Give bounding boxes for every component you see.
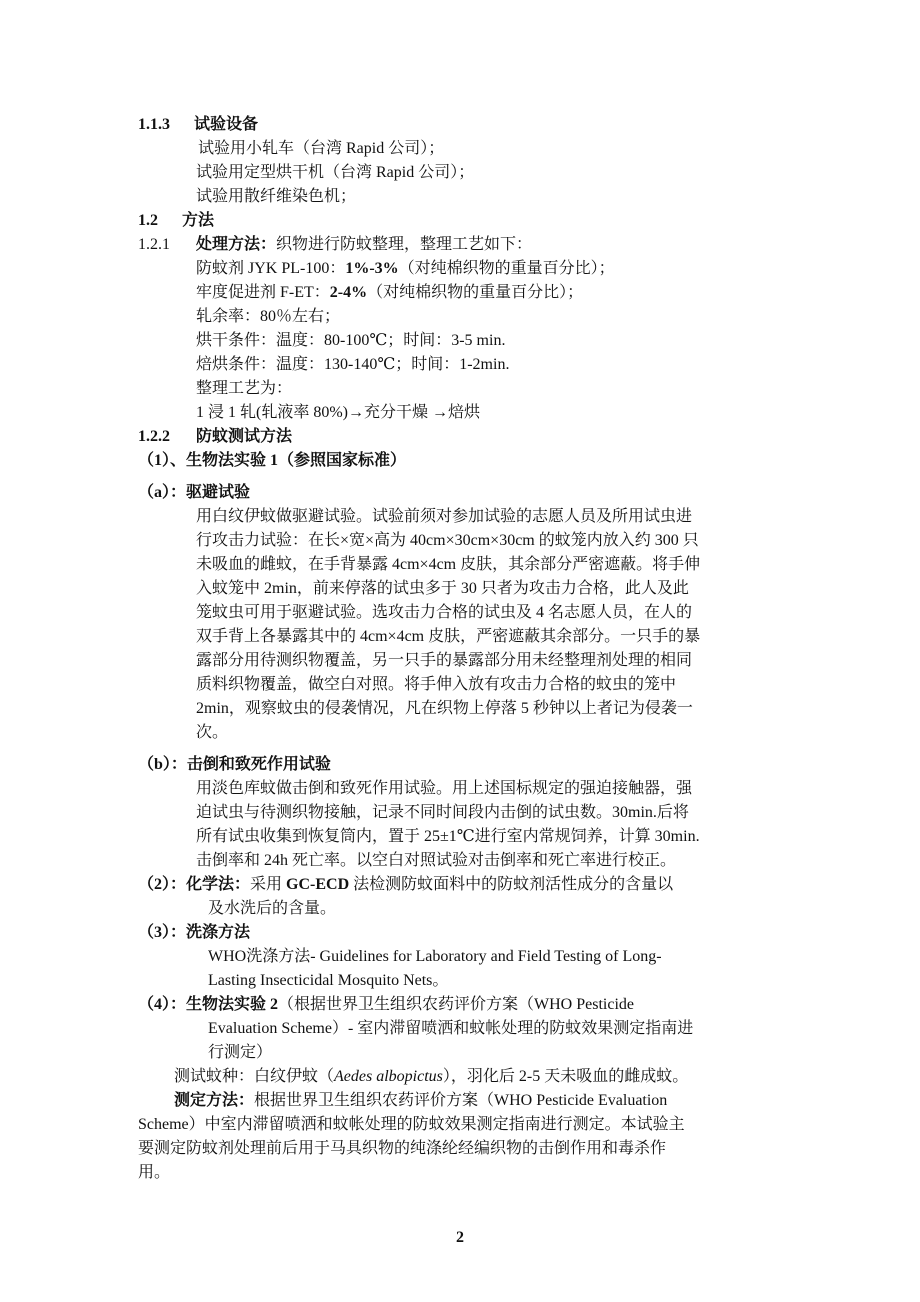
test-species-line: 测试蚊种：白纹伊蚊（Aedes albopictus），羽化后 2-5 天未吸血的雌成蚊。	[174, 1068, 689, 1085]
process-step-agent: 防蚊剂 JYK PL-100：1%-3%（对纯棉织物的重量百分比）；	[196, 260, 615, 277]
test-b-line: 所有试虫收集到恢复筒内，置于 25±1℃进行室内常规饲养，计算 30min.	[196, 828, 700, 845]
method-3-heading: （3）：洗涤方法	[138, 924, 251, 941]
process-step-drying: 烘干条件：温度：80-100℃；时间：3-5 min.	[196, 332, 506, 349]
test-a-line: 笼蚊虫可用于驱避试验。选攻击力合格的试虫及 4 名志愿人员，在人的	[196, 604, 693, 621]
test-a-line: 质料织物覆盖，做空白对照。将手伸入放有攻击力合格的蚊虫的笼中	[196, 676, 677, 693]
process-step-label: 整理工艺为：	[196, 380, 293, 397]
section-1-2-heading: 1.2 方法	[138, 212, 215, 229]
section-1-2-2-heading: 1.2.2 防蚊测试方法	[138, 428, 293, 445]
page-number: 2	[456, 1229, 464, 1246]
test-a-line: 用白纹伊蚊做驱避试验。试验前须对参加试验的志愿人员及所用试虫进	[196, 508, 693, 525]
test-a-line: 双手背上各暴露其中的 4cm×4cm 皮肤，严密遮蔽其余部分。一只手的暴	[196, 628, 701, 645]
process-flow: 1 浸 1 轧(轧液率 80%)→充分干燥 →焙烘	[196, 404, 480, 421]
process-step-fixer: 牢度促进剂 F-ET：2-4%（对纯棉织物的重量百分比）；	[196, 284, 584, 301]
test-a-line: 次。	[196, 724, 229, 741]
test-a-line: 露部分用待测织物覆盖，另一只手的暴露部分用未经整理剂处理的相同	[196, 652, 693, 669]
method-3-line: Lasting Insecticidal Mosquito Nets。	[208, 972, 449, 989]
method-4-line: 行测定）	[208, 1044, 273, 1061]
measure-method-line: 用。	[138, 1164, 171, 1181]
section-1-2-1-line: 1.2.1 处理方法：织物进行防蚊整理，整理工艺如下：	[138, 236, 533, 253]
method-2-line: 及水洗后的含量。	[208, 900, 337, 917]
test-a-line: 入蚊笼中 2min，前来停落的试虫多于 30 只者为攻击力合格，此人及此	[196, 580, 689, 597]
section-1-1-3-heading: 1.1.3 试验设备	[138, 116, 259, 133]
method-4-line: Evaluation Scheme）- 室内滞留喷洒和蚊帐处理的防蚊效果测定指南进	[208, 1020, 694, 1037]
test-b-line: 击倒率和 24h 死亡率。以空白对照试验对击倒率和死亡率进行校正。	[196, 852, 677, 869]
method-3-line: WHO洗涤方法- Guidelines for Laboratory and Field Testing of Long-	[208, 948, 662, 965]
test-b-line: 迫试虫与待测织物接触，记录不同时间段内击倒的试虫数。30min.后将	[196, 804, 689, 821]
test-b-line: 用淡色库蚊做击倒和致死作用试验。用上述国标规定的强迫接触器，强	[196, 780, 693, 797]
measure-method-line: Scheme）中室内滞留喷洒和蚊帐处理的防蚊效果测定指南进行测定。本试验主	[138, 1116, 685, 1133]
measure-method-line: 测定方法：根据世界卫生组织农药评价方案（WHO Pesticide Evaluation	[174, 1092, 668, 1109]
measure-method-line: 要测定防蚊剂处理前后用于马具织物的纯涤纶经编织物的击倒作用和毒杀作	[138, 1140, 667, 1157]
equipment-item: 试验用定型烘干机（台湾 Rapid 公司）；	[196, 164, 475, 181]
process-step-pickup: 轧余率：80％左右；	[196, 308, 341, 325]
test-a-line: 未吸血的雌蚊，在手背暴露 4cm×4cm 皮肤，其余部分严密遮蔽。将手伸	[196, 556, 701, 573]
equipment-item: 试验用小轧车（台湾 Rapid 公司）；	[198, 140, 445, 157]
test-a-line: 行攻击力试验：在长×宽×高为 40cm×30cm×30cm 的蚊笼内放入约 300 只	[196, 532, 699, 549]
test-a-line: 2min，观察蚊虫的侵袭情况，凡在织物上停落 5 秒钟以上者记为侵袭一	[196, 700, 693, 717]
test-a-heading: （a）：驱避试验	[138, 484, 251, 501]
process-step-curing: 焙烘条件：温度：130-140℃；时间：1-2min.	[196, 356, 510, 373]
equipment-item: 试验用散纤维染色机；	[196, 188, 357, 205]
test-b-heading: （b）：击倒和致死作用试验	[138, 756, 331, 773]
method-1-heading: （1）、生物法实验 1（参照国家标准）	[138, 452, 407, 469]
method-4-line: （4）：生物法实验 2（根据世界卫生组织农药评价方案（WHO Pesticide	[138, 996, 634, 1013]
method-2-line: （2）：化学法：采用 GC-ECD 法检测防蚊面料中的防蚊剂活性成分的含量以	[138, 876, 674, 893]
